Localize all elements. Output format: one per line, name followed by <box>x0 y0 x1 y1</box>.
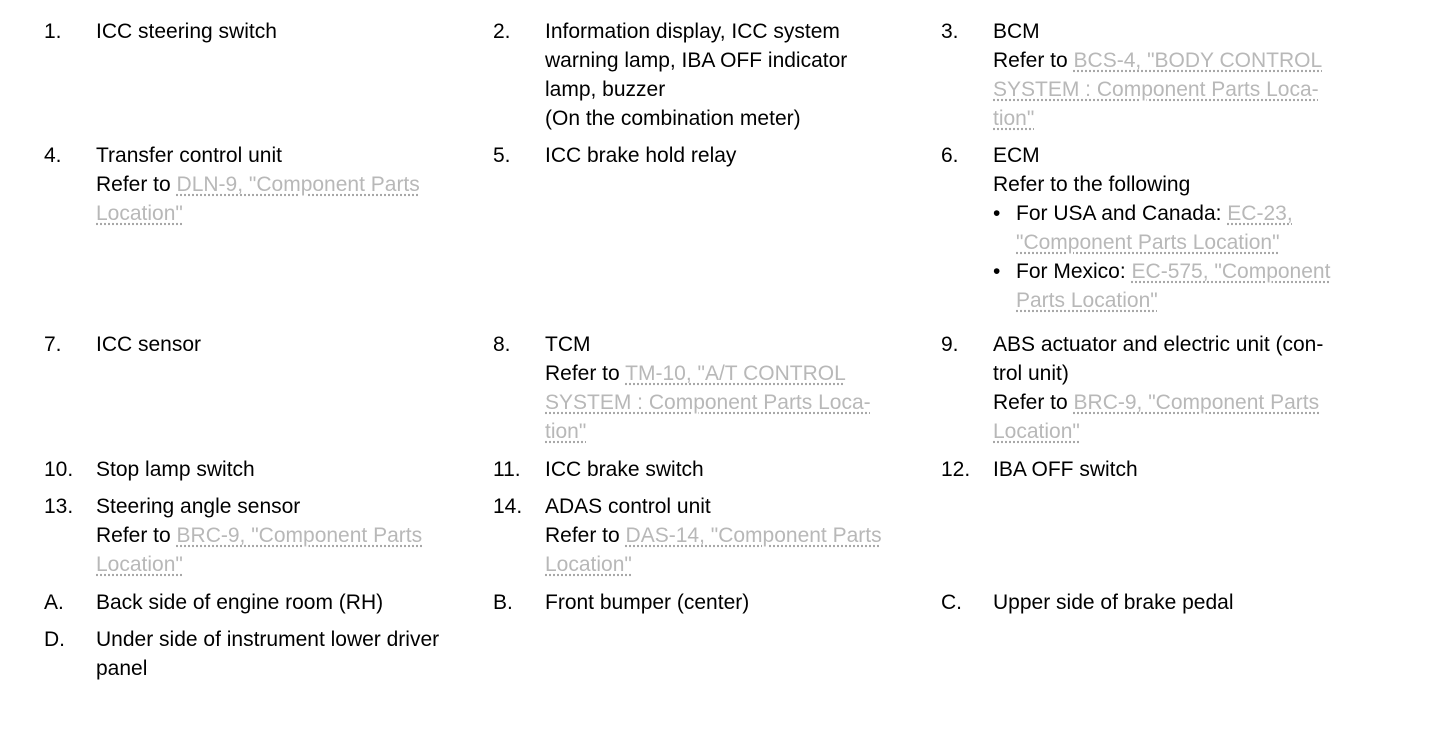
reference-link[interactable]: TM-10, "A/T CONTROL <box>625 362 846 385</box>
item-text: Front bumper (center) <box>545 591 750 614</box>
refer-label: Refer to <box>993 391 1074 414</box>
bullet-dot: • <box>993 260 1001 283</box>
item-text: ICC steering switch <box>96 20 277 43</box>
item-text: IBA OFF switch <box>993 458 1138 481</box>
item-number: 1. <box>44 20 62 43</box>
reference-link[interactable]: Location" <box>96 553 183 576</box>
item-text: Transfer control unit <box>96 144 282 167</box>
item-number: 10. <box>44 458 74 481</box>
refer-label: Refer to <box>96 524 177 547</box>
item-text: ICC brake hold relay <box>545 144 737 167</box>
bullet-item <box>993 286 1330 315</box>
reference-link[interactable]: Location" <box>993 420 1080 443</box>
reference-link[interactable]: EC-575, "Component <box>1131 260 1331 283</box>
item-text: ADAS control unit <box>545 495 711 518</box>
bullet-label: For USA and Canada: <box>1016 202 1228 225</box>
item-text: trol unit) <box>993 362 1069 385</box>
reference-link[interactable]: BCS-4, "BODY CONTROL <box>1073 49 1323 72</box>
reference-link[interactable]: Location" <box>96 202 183 225</box>
item-text: Under side of instrument lower driver <box>96 628 440 651</box>
reference-link[interactable]: DLN-9, "Component Parts <box>176 173 420 196</box>
reference-link[interactable]: tion" <box>545 420 587 443</box>
reference-link[interactable]: SYSTEM : Component Parts Loca- <box>993 78 1319 101</box>
reference-link[interactable]: tion" <box>993 107 1035 130</box>
item-text: panel <box>96 657 148 680</box>
reference-link[interactable]: SYSTEM : Component Parts Loca- <box>545 391 871 414</box>
item-number: 5. <box>493 144 511 167</box>
item-text: lamp, buzzer <box>545 78 666 101</box>
item-text: Refer to the following <box>993 173 1191 196</box>
bullet-item <box>993 257 1330 286</box>
reference-link[interactable]: "Component Parts Location" <box>1016 231 1280 254</box>
item-number: 6. <box>941 144 959 167</box>
item-letter: B. <box>493 591 513 614</box>
bullet-label: For Mexico: <box>1016 260 1132 283</box>
item-text: BCM <box>993 20 1040 43</box>
refer-label: Refer to <box>96 173 177 196</box>
item-text: ABS actuator and electric unit (con- <box>993 333 1324 356</box>
item-number: 12. <box>941 458 971 481</box>
bullet-dot: • <box>993 202 1001 225</box>
item-text: TCM <box>545 333 591 356</box>
refer-label: Refer to <box>993 49 1074 72</box>
item-text: Back side of engine room (RH) <box>96 591 384 614</box>
reference-link[interactable]: DAS-14, "Component Parts <box>625 524 882 547</box>
bullet-item <box>993 228 1330 257</box>
item-number: 2. <box>493 20 511 43</box>
item-letter: A. <box>44 591 64 614</box>
item-text: ECM <box>993 144 1040 167</box>
item-text: Upper side of brake pedal <box>993 591 1234 614</box>
item-number: 8. <box>493 333 511 356</box>
refer-label: Refer to <box>545 524 626 547</box>
item-letter: D. <box>44 628 65 651</box>
item-text: Steering angle sensor <box>96 495 301 518</box>
item-number: 14. <box>493 495 523 518</box>
item-number: 7. <box>44 333 62 356</box>
item-number: 9. <box>941 333 959 356</box>
item-text: (On the combination meter) <box>545 107 801 130</box>
refer-label: Refer to <box>545 362 626 385</box>
reference-link[interactable]: BRC-9, "Component Parts <box>176 524 423 547</box>
reference-link[interactable]: BRC-9, "Component Parts <box>1073 391 1320 414</box>
item-text: Stop lamp switch <box>96 458 255 481</box>
bullet-item <box>993 199 1330 228</box>
item-text: warning lamp, IBA OFF indicator <box>545 49 848 72</box>
item-number: 4. <box>44 144 62 167</box>
item-text: ICC brake switch <box>545 458 704 481</box>
item-number: 11. <box>493 458 521 481</box>
item-number: 3. <box>941 20 959 43</box>
reference-link[interactable]: EC-23, <box>1227 202 1293 225</box>
reference-link[interactable]: Location" <box>545 553 632 576</box>
item-text: Information display, ICC system <box>545 20 840 43</box>
item-letter: C. <box>941 591 962 614</box>
item-text: ICC sensor <box>96 333 202 356</box>
item-number: 13. <box>44 495 74 518</box>
reference-link[interactable]: Parts Location" <box>1016 289 1158 312</box>
